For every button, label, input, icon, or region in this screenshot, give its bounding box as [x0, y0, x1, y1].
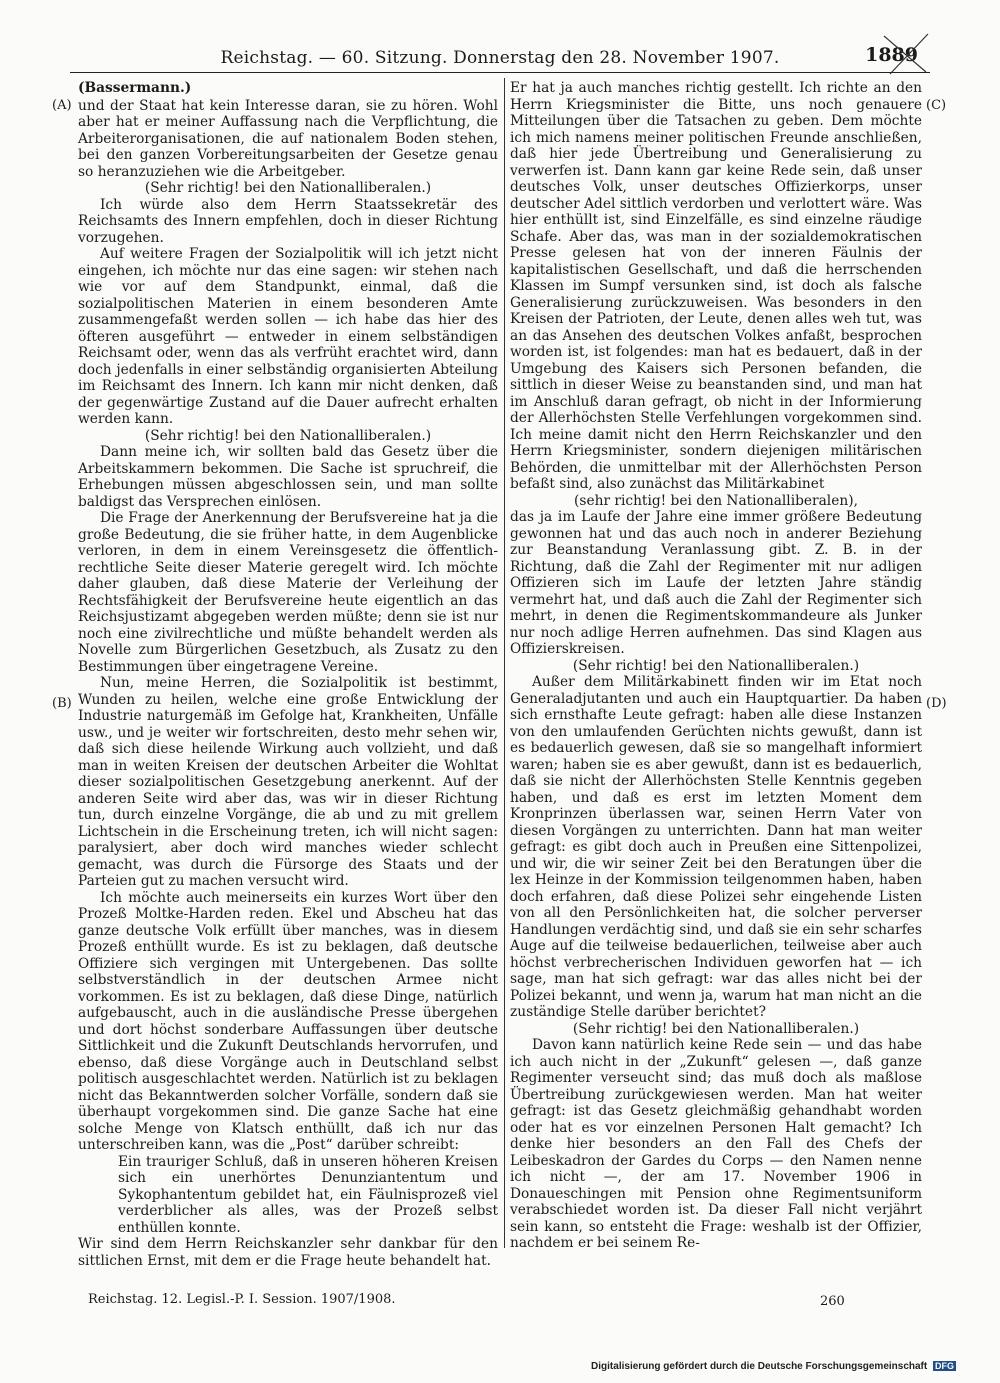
interjection: (Sehr richtig! bei den Nationalliberalen.)	[144, 427, 432, 444]
interjection: (Sehr richtig! bei den Nationalliberalen.)	[572, 657, 860, 674]
interjection: (Sehr richtig! bei den Nationalliberalen.)	[572, 1020, 860, 1037]
paragraph: Er hat ja auch manches richtig gestellt. Ich richte an den Herrn Kriegsminister die Bitte, uns noch genauere Mitteilungen über die Tatsachen zu geben. Dem möchte ich mich namens meiner politischen Freunde anschließen, daß hier jede Übertreibung und Generalisierung zu verwerfen ist. Dann kann gar keine Rede sein, daß unser deutsches Volk, unser deutsches Offizierkorps, unser deutscher Adel sittlich verdorben und verlottert wäre. Was hier enthüllt ist, sind Einzelfälle, es sind einzelne räudige Schafe. Aber das, was man in der sozialdemokratischen Presse gelesen hat von der inneren Fäulnis der kapitalistischen Gesellschaft, und daß die herrschenden Klassen im Sumpf versunken sind, ist doch als falsche Generalisierung zurückzuweisen. Was besonders in den Kreisen der Patrioten, der Leute, denen alles weh tut, was an das Ansehen des deutschen Volkes anfaßt, besprochen worden ist, ist folgendes: man hat es bedauert, daß in der Umgebung des Kaisers sich Personen befanden, die sittlich in dieser Weise zu beanstanden sind, und man hat im Anschluß daran gefragt, ob nicht in der Informierung der Allerhöchsten Stelle Verfehlungen vorgekommen sind. Ich meine damit nicht den Herrn Reichskanzler und den Herrn Kriegsminister, sondern diejenigen militärischen Behörden, die unmittelbar mit der Allerhöchsten Person befaßt sind, also zunächst das Militärkabinet	[510, 80, 922, 492]
margin-marker-c: (C)	[926, 98, 947, 113]
page-number: 1889	[865, 44, 918, 66]
handwritten-strike-mark	[880, 32, 932, 76]
dfg-logo: DFG	[935, 1361, 954, 1371]
paragraph: Außer dem Militärkabinett finden wir im Etat noch Generaladjutanten und auch ein Hauptquartier. Da haben sich ernsthafte Leute gefragt: haben alle diese Instanzen von den umlaufenden Gerüchten nichts gewußt, dann ist es bedauerlich gewesen, daß sie so mangelhaft informiert waren; haben sie es aber gewußt, dann ist es bedauerlich, daß sie nicht der Allerhöchsten Stelle Kenntnis gegeben haben, und daß es erst im letzten Moment dem Kronprinzen überlassen war, seinen Herrn Vater von diesen Vorgängen zu unterrichten. Dann hat man weiter gefragt: es gibt doch auch in Preußen eine Sittenpolizei, und wir, die wir seiner Zeit bei den Beratungen über die lex Heinze in der Kommission teilgenommen haben, haben doch erfahren, daß diese Polizei sehr eingehende Listen von all den Persönlichkeiten hat, die solcher perverser Handlungen verdächtig sind, und daß sie ein sehr scharfes Auge auf die teilweise bedauerlichen, teilweise aber auch höchst verbrecherischen Individuen geworfen hat — ich sage, man hat sich gefragt: war das alles nicht bei der Polizei bekannt, und wenn ja, warum hat man nicht an die zuständige Stelle darüber berichtet?	[510, 674, 922, 1020]
footer-sheet-number: 260	[820, 1294, 845, 1309]
paragraph: Davon kann natürlich keine Rede sein — und das habe ich auch nicht in der „Zukunft“ gelesen —, daß ganze Regimenter verseucht sind; das muß doch als maßlose Übertreibung zurückgewiesen werden. Man hat weiter gefragt: ist das Gesetz gleichmäßig gehandhabt worden oder hat es vor einzelnen Personen Halt gemacht? Ich denke hier besonders an den Fall des Chefs der Leibeskadron der Gardes du Corps — den Namen nenne ich nicht —, der am 17. November 1906 in Donaueschingen mit Pension ohne Regimentsuniform verabschiedet worden ist. Da dieser Fall nicht verjährt sein kann, so entsteht die Frage: weshalb ist der Offizier, nachdem er bei seinem Re-	[510, 1037, 922, 1251]
margin-marker-d: (D)	[926, 696, 947, 711]
paragraph: Ich möchte auch meinerseits ein kurzes Wort über den Prozeß Moltke-Harden reden. Ekel und Abscheu hat das ganze deutsche Volk erfüllt über manches, was in diesem Prozeß enthüllt wurde. Es ist zu beklagen, daß deutsche Offiziere sich vergingen mit Untergebenen. Das sollte selbstverständlich in der deutschen Armee nicht vorkommen. Es ist zu beklagen, daß diese Dinge, natürlich aufgebauscht, auch in die ausländische Presse übergehen und dort höchst sonderbare Auffassungen über deutsche Sittlichkeit und die Zukunft Deutschlands hervorrufen, und ebenso, daß diese Vorgänge auch in Deutschland selbst politisch ausgeschlachtet werden. Natürlich ist zu beklagen nicht das Bekanntwerden solcher Vorfälle, sondern daß sie überhaupt vorgekommen sind. Die ganze Sache hat eine solche Menge von Klatsch enthüllt, daß ich nur das unterschreiben kann, was die „Post“ darüber schreibt:	[78, 889, 498, 1153]
paragraph: und der Staat hat kein Interesse daran, sie zu hören. Wohl aber hat er meiner Auffassung nach die Verpflichtung, die Arbeiterorganisationen, die auf nationalem Boden stehen, bei den ganzen Vorbereitungsarbeiten der Gesetze genau so heranzuziehen wie die Arbeitgeber.	[78, 97, 498, 180]
paragraph: Ich würde also dem Herrn Staatssekretär des Reichsamts des Innern empfehlen, doch in dieser Richtung vorzugehen.	[78, 196, 498, 246]
header-rule	[70, 72, 930, 73]
column-divider	[504, 78, 505, 1248]
left-column	[78, 80, 498, 1269]
running-title: Reichstag. — 60. Sitzung. Donnerstag den 28. November 1907.	[220, 48, 780, 68]
speaker-name: (Bassermann.)	[78, 80, 192, 96]
interjection: (sehr richtig! bei den Nationalliberalen),	[574, 492, 858, 509]
digitization-credit	[591, 1361, 956, 1372]
credit-text: Digitalisierung gefördert durch die Deutsche Forschungsgemeinschaft	[591, 1361, 928, 1372]
interjection: (Sehr richtig! bei den Nationalliberalen.)	[144, 180, 432, 196]
paragraph: Auf weitere Fragen der Sozialpolitik will ich jetzt nicht eingehen, ich möchte nur das eine sagen: wir stehen nach wie vor auf dem Standpunkt, einmal, daß die sozialpolitischen Materien in einem besonderen Amte zusammengefaßt werden sollen — ich habe das hier des öfteren ausgeführt — entweder in einem selbständigen Reichsamt oder, wenn das als verfrüht erachtet wird, dann doch jedenfalls in einer selbständig organisierten Abteilung im Reichsamt des Innern. Ich kann mir nicht denken, daß der gegenwärtige Zustand auf die Dauer aufrecht erhalten werden kann.	[78, 246, 498, 427]
paragraph: Nun, meine Herren, die Sozialpolitik ist bestimmt, Wunden zu heilen, welche eine große Entwicklung der Industrie naturgemäß im Gefolge hat, Krankheiten, Unfälle usw., und je weiter wir fortschreiten, desto mehr sehen wir, daß sich diese heilende Wirkung auch vollzieht, und daß man in weiten Kreisen der deutschen Arbeiter die Wohltat dieser sozialpolitischen Gesetzgebung anerkennt. Auf der anderen Seite wird aber das, was wir in dieser Richtung tun, durch einzelne Vorgänge, die ab und zu mit grellem Lichtschein in die Erscheinung treten, ich will nicht sagen: paralysiert, aber doch wird manches wieder schlecht gemacht, was durch die Fürsorge des Staats und der Parteien gut zu machen versucht wird.	[78, 675, 498, 889]
paragraph: Die Frage der Anerkennung der Berufsvereine hat ja die große Bedeutung, die sie früher hatte, in dem Augenblicke verloren, in dem in einem Vereinsgesetz die öffentlich-rechtliche Seite dieser Materie geregelt wird. Ich möchte daher glauben, daß diese Materie der Verleihung der Rechtsfähigkeit der Berufsvereine heute eigentlich an das Reichsjustizamt abgegeben werden müßte; denn sie ist nur noch eine zivilrechtliche und müßte behandelt werden als Novelle zum Bürgerlichen Gesetzbuch, als Zusatz zu den Bestimmungen über eingetragene Vereine.	[78, 510, 498, 675]
margin-marker-b: (B)	[52, 696, 72, 711]
page-header	[70, 44, 930, 72]
paragraph: das ja im Laufe der Jahre eine immer größere Bedeutung gewonnen hat und das auch noch in anderer Beziehung zur Beanstandung Veranlassung gibt. Z. B. in der Richtung, daß die Zahl der Regimenter mit nur adligen Offizieren sich im Laufe der letzten Jahre ständig vermehrt hat, und daß auch die Zahl der Regimenter sich mehrt, in denen die Regimentskommandeure als Junker nur noch adlige Herren aufnehmen. Das sind Klagen aus Offizierskreisen.	[510, 509, 922, 657]
paragraph: Dann meine ich, wir sollten bald das Gesetz über die Arbeitskammern bekommen. Die Sache ist spruchreif, die Erhebungen müssen abgeschlossen sein, und man sollte baldigst das Versprechen einlösen.	[78, 444, 498, 510]
margin-marker-a: (A)	[52, 98, 72, 113]
footer-citation: Reichstag. 12. Legisl.-P. I. Session. 1907/1908.	[88, 1292, 396, 1307]
block-quote: Ein trauriger Schluß, daß in unseren höheren Kreisen sich ein unerhörtes Denunziantentum und Sykophantentum gebildet hat, ein Fäulnisprozeß viel verderblicher als alles, was der Prozeß selbst enthüllen konnte.	[118, 1153, 498, 1236]
paragraph: Wir sind dem Herrn Reichskanzler sehr dankbar für den sittlichen Ernst, mit dem er die Frage heute behandelt hat.	[78, 1236, 498, 1269]
right-column	[510, 80, 922, 1252]
